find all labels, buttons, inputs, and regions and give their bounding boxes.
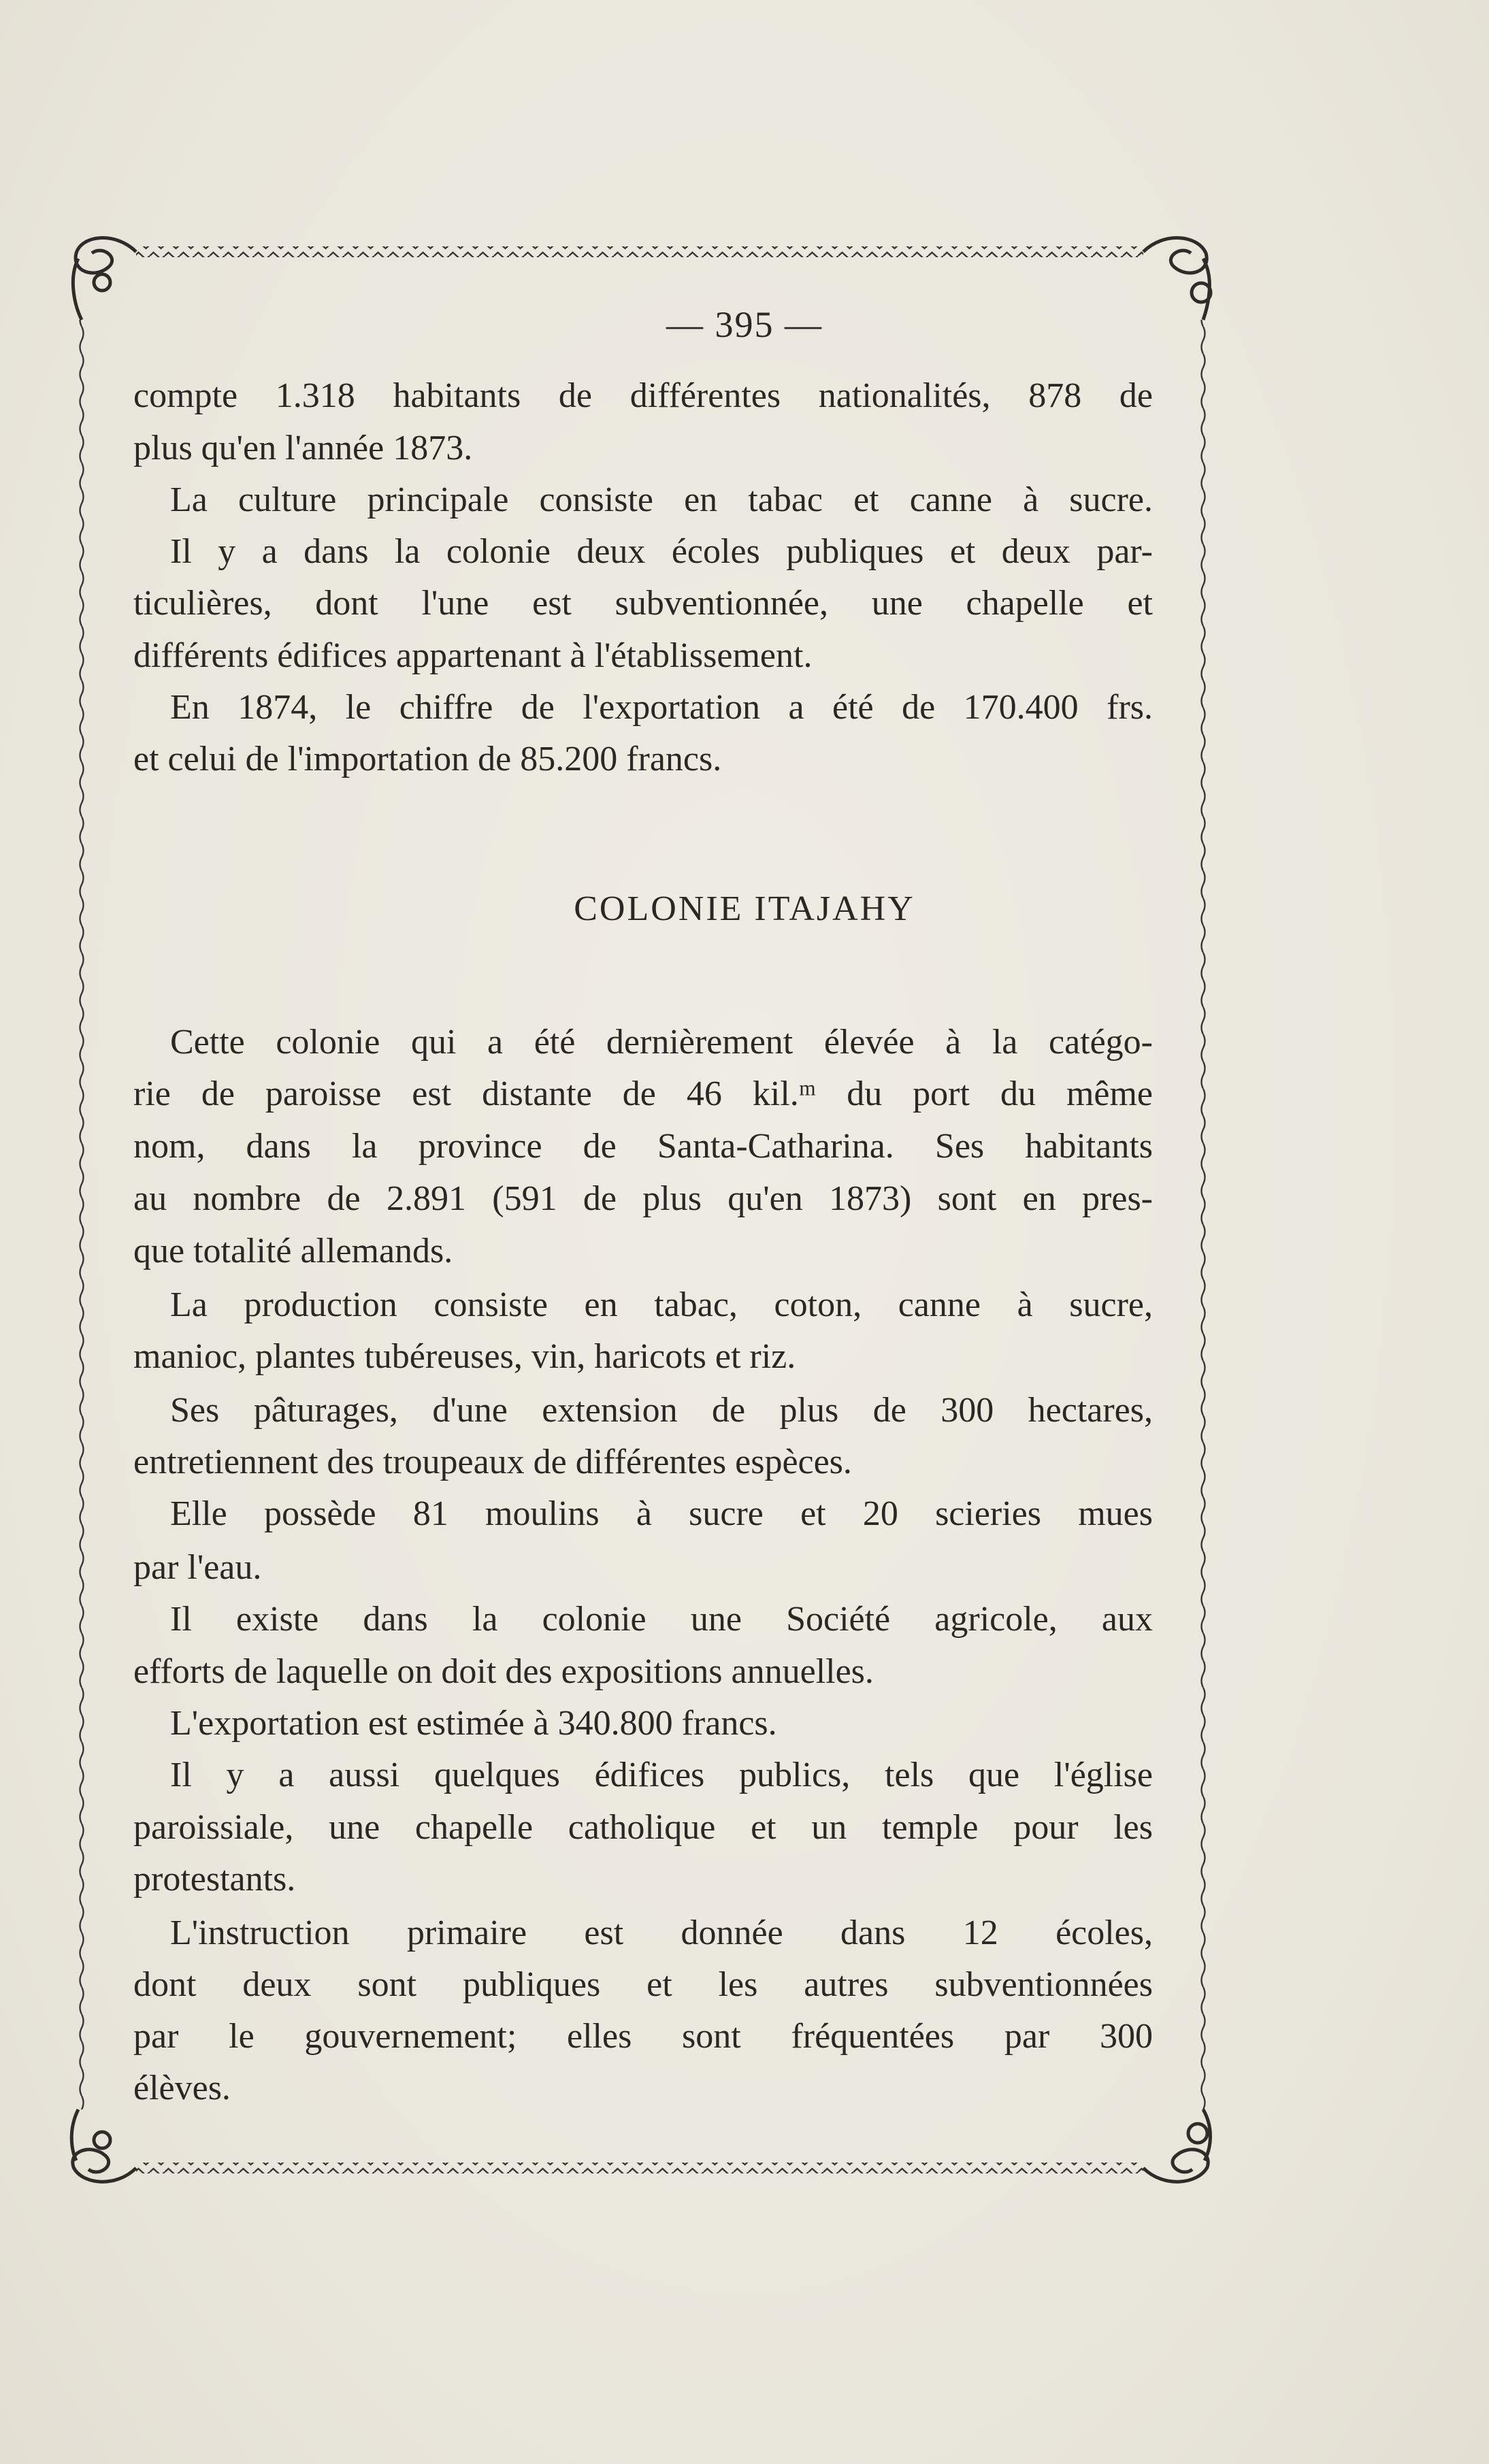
text-line: et celui de l'importation de 85.200 francs.	[133, 740, 722, 778]
border-top	[136, 246, 1143, 257]
text-line: Cette colonie qui a été dernièrement élevée à la catégo-	[170, 1023, 1153, 1062]
text-line: par l'eau.	[133, 1548, 262, 1587]
text-line: au nombre de 2.891 (591 de plus qu'en 1873) sont en pres-	[133, 1179, 1153, 1218]
text-line: Il y a dans la colonie deux écoles publiques et deux par-	[170, 532, 1153, 571]
text-line: manioc, plantes tubéreuses, vin, haricots et riz.	[133, 1337, 796, 1376]
border-right	[1198, 320, 1209, 2109]
text-line: compte 1.318 habitants de différentes nationalités, 878 de	[133, 376, 1153, 415]
text-line: Il y a aussi quelques édifices publics, tels que l'église	[170, 1756, 1153, 1794]
corner-ornament-bottom-right	[1143, 2109, 1210, 2182]
page-number: — 395 —	[666, 304, 823, 345]
corner-ornament-bottom-left	[71, 2109, 136, 2182]
text-line: entretiennent des troupeaux de différentes espèces.	[133, 1443, 852, 1481]
text-line: La production consiste en tabac, coton, canne à sucre,	[170, 1285, 1153, 1324]
text-line: L'exportation est estimée à 340.800 francs.	[170, 1704, 777, 1743]
section-heading: COLONIE ITAJAHY	[574, 889, 915, 928]
text-line: Il existe dans la colonie une Société agricole, aux	[170, 1600, 1153, 1639]
text-line: par le gouvernement; elles sont fréquentées par 300	[133, 2017, 1153, 2056]
text-line: dont deux sont publiques et les autres subventionnées	[133, 1965, 1153, 2004]
text-line: différents édifices appartenant à l'établissement.	[133, 636, 813, 675]
border-bottom	[136, 2163, 1143, 2173]
text-line: paroissiale, une chapelle catholique et un temple pour les	[133, 1808, 1153, 1847]
text-line: élèves.	[133, 2069, 231, 2107]
text-line: Elle possède 81 moulins à sucre et 20 scieries mues	[170, 1494, 1153, 1533]
text-line: nom, dans la province de Santa-Catharina. Ses habitants	[133, 1127, 1153, 1166]
text-line: protestants.	[133, 1860, 296, 1899]
text-line: que totalité allemands.	[133, 1232, 453, 1270]
text-line: rie de paroisse est distante de 46 kil.ᵐ du port du même	[133, 1074, 1153, 1113]
text-line: La culture principale consiste en tabac et canne à sucre.	[170, 480, 1153, 519]
text-line: efforts de laquelle on doit des expositions annuelles.	[133, 1652, 874, 1691]
text-line: En 1874, le chiffre de l'exportation a été de 170.400 frs.	[170, 688, 1153, 727]
border-left	[73, 320, 84, 2109]
text-line: Ses pâturages, d'une extension de plus de 300 hectares,	[170, 1391, 1153, 1430]
text-line: L'instruction primaire est donnée dans 12 écoles,	[170, 1913, 1153, 1952]
text-line: plus qu'en l'année 1873.	[133, 429, 473, 467]
text-line: ticulières, dont l'une est subventionnée, une chapelle et	[133, 584, 1153, 623]
